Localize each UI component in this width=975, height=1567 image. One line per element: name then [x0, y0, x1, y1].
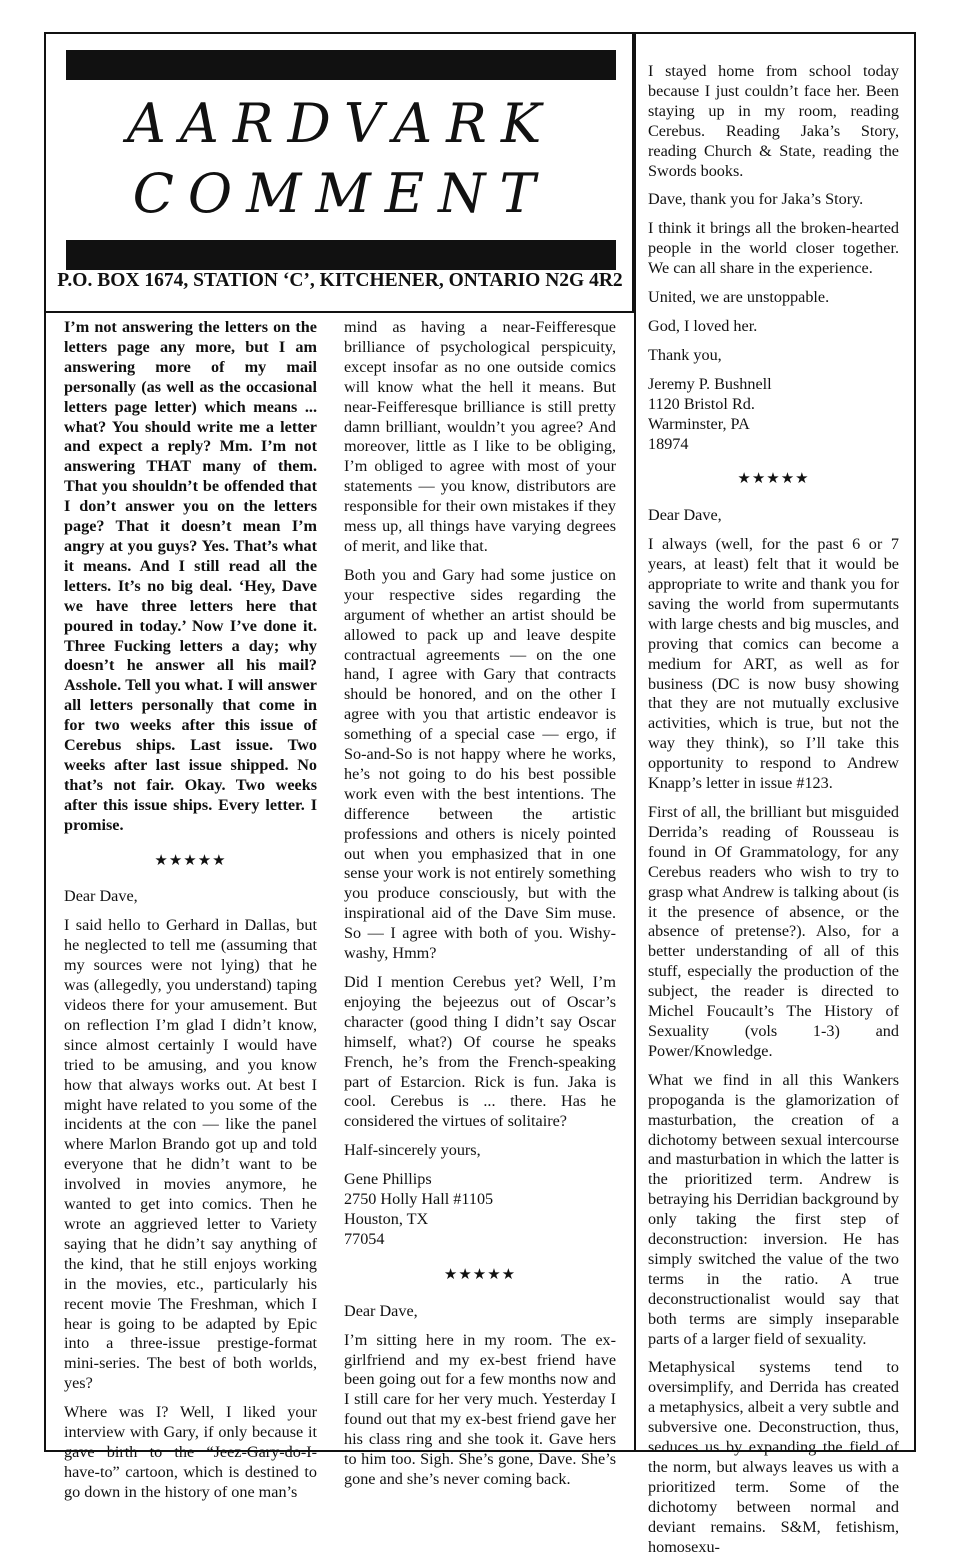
- signature-city: Houston, TX: [344, 1209, 429, 1228]
- mailing-address: P.O. BOX 1674, STATION ‘C’, KITCHENER, ONTARIO N2G 4R2: [57, 270, 623, 291]
- letter-paragraph: Dave, thank you for Jaka’s Story.: [648, 190, 864, 209]
- letter-paragraph: I said hello to Gerhard in Dallas, but he neglected to tell me (assuming that my sources were not lying) that he was (allegedly, you understand) taping videos there for your amusement. But on reflection I’m glad I didn’t know, since almost certainly I would have tried to be amusing, and you know how that always works out. At best I might have related to you some of the incidents at the con — like the panel where Marlon Brando got up and told everyone that he didn’t want to be involved in movies anymore, he wanted to get into comics. Then he wrote an aggrieved letter to Variety saying that he didn’t say anything of the kind, that he still enjoys working in the movies, etc., particularly his recent movie The Freshman, which I hear is going to be adapted by Epic into a three-issue prestige-format mini-series. The best of both worlds, yes?: [64, 916, 317, 1393]
- signature-zip: 77054: [344, 1229, 385, 1248]
- signature-address: 1120 Bristol Rd.: [648, 394, 755, 413]
- letter-paragraph: Where was I? Well, I liked your interview with Gary, if only because it gave birth to the “Jeez-Gary-do-I-have-to” cartoon, which is destined to go down in the history of one man’s: [64, 1403, 317, 1501]
- letter-closing: Half-sincerely yours,: [344, 1141, 481, 1160]
- signature-zip: 18974: [648, 434, 689, 453]
- masthead-title-aardvark: AARDVARK: [126, 92, 556, 155]
- letter-paragraph: I stayed home from school today because I just couldn’t face her. Been staying up in my room, reading Cerebus. Reading Jaka’s Story, reading Church & State, reading the Swords books.: [648, 62, 899, 180]
- signature-city: Warminster, PA: [648, 414, 750, 433]
- masthead-bar-top: [66, 50, 616, 80]
- letter-closing: Thank you,: [648, 345, 722, 364]
- column-divider: [634, 34, 636, 1450]
- masthead: [46, 34, 634, 313]
- letter-paragraph: Did I mention Cerebus yet? Well, I’m enjoying the bejeezus out of Oscar’s character (good thing I didn’t say Oscar himself, what?) Of course he speaks French, he’s from the French-speaking part of Estarcion. Rick is fun. Jaka is cool. Cerebus is ... there. Has he considered the virtues of solitaire?: [344, 973, 616, 1131]
- separator-stars: ★★★★★: [737, 471, 810, 488]
- letter-paragraph: God, I loved her.: [648, 316, 758, 335]
- letter-signature: [648, 375, 899, 455]
- letter-paragraph: Both you and Gary had some justice on your respective sides regarding the argument of whether an artist should be allowed to pack up and leave despite contractual agreements — on the one hand, I agree with Gary that contracts should be honored, and on the other I agree with you that artistic endeavor is something of a special case — ergo, if So-and-So is not happy where he works, he’s not going to do his best possible work even with the best intentions. The difference between the artistic professions and others is nicely pointed out when you emphasized that in one sense your work is not entirely something you produce consciously, but with the inspirational aid of the Dave Sim muse. So — I agree with both of you. Wishy-washy, Hmm?: [344, 565, 616, 963]
- letter-paragraph: I think it brings all the broken-hearted people in the world closer together. We can all share in the experience.: [648, 219, 899, 278]
- column-3: [648, 62, 899, 1567]
- column-2: [344, 318, 616, 1499]
- letter-paragraph: mind as having a near-Feifferesque brilliance of psychological perspicuity, except insofar as no one outside comics will know what the hell it means. But near-Feifferesque brilliance is still pretty damn brilliant, wouldn’t you agree? And moreover, little as I like to be obliging, I’m obliged to agree with most of your statements — you know, distributors are responsible for their own mistakes if they mess up, all things have varying degrees of merit, and like that.: [344, 318, 616, 555]
- letter-paragraph: I’m sitting here in my room. The ex-girlfriend and my ex-best friend have been going out for a few months now and I still care for her very much. Yesterday I found out that my ex-best friend gave her his class ring and she took it. Gave hers to him too. Sigh. She’s gone, Dave. She’s gone and she’s never coming back.: [344, 1330, 616, 1488]
- letter-greeting: Dear Dave,: [64, 887, 138, 906]
- letter-greeting: Dear Dave,: [648, 506, 722, 525]
- letter-signature: [344, 1170, 616, 1250]
- letter-paragraph: I always (well, for the past 6 or 7 years, at least) felt that it would be appropriate to write and thank you for saving the world from supermutants with large chests and big muscles, and proving that comics can become a medium for ART, as well as for business (DC is now busy showing that they are not mutually exclusive activities, which is true, but not the way they think), so I’ll take this opportunity to respond to Andrew Knapp’s letter in issue #123.: [648, 535, 899, 793]
- separator-stars: ★★★★★: [154, 852, 227, 869]
- signature-address: 2750 Holly Hall #1105: [344, 1190, 494, 1209]
- masthead-title-comment: COMMENT: [132, 162, 550, 225]
- letter-paragraph: What we find in all this Wankers propoganda is the glamorization of masturbation, the creation of a dichotomy between sexual intercourse and masturbation in which the latter is the prioritized term. Andrew is betraying his Derridian background by only taking the first step of deconstruction: inversion. He has simply switched the value of the two terms in the ratio. A true deconstructionalist would say that both terms are simply inseparable parts of a larger field of sexuality.: [648, 1070, 899, 1348]
- letter-paragraph: First of all, the brilliant but misguided Derrida’s reading of Rousseau is found in Of Grammatology, for any Cerebus readers who wish to try to grasp what Andrew is talking about (is it the presence of absence, or the absence of pretense?). Also, for a better understanding of all of this stuff, especially the production of the subject, the reader is directed to Michel Foucault’s The History of Sexuality (vols 1-3) and Power/Knowledge.: [648, 803, 899, 1060]
- masthead-bar-bottom: [66, 240, 616, 270]
- letter-paragraph: United, we are unstoppable.: [648, 288, 830, 307]
- editor-note: I’m not answering the letters on the letters page any more, but I am answering more of my mail personally (as well as the occasional letters page letter) which means ... what? You should write me a letter and expect a reply? Mm. I’m not answering THAT many of them. That you shouldn’t be offended that I don’t answer you on the letters page? That it doesn’t mean I’m angry at you guys? Yes. That’s what it means. And I still read all the letters. It’s no big deal. ‘Hey, Dave we have three letters here that poured in today.’ Now I’ve done it. Three Fucking letters a day; why doesn’t he answer all his mail? Asshole. Tell you what. I will answer all letters personally that come in for two weeks after this issue of Cerebus ships. Last issue. Two weeks after last issue shipped. No that’s not fair. Okay. Two weeks after this issue ships. Every letter. I promise.: [64, 318, 317, 834]
- letter-paragraph: Metaphysical systems tend to oversimplify, and Derrida has created a metaphysics, albeit a very subtle and subversive one. Deconstruction, thus, seduces us by expanding the field of the norm, but always leaves us with a prioritized term. Some of the dichotomy between normal and deviant remains. S&M, fetishism, homosexu-: [648, 1358, 899, 1556]
- separator-stars: ★★★★★: [443, 1266, 517, 1283]
- column-1: [64, 318, 317, 1512]
- letter-greeting: Dear Dave,: [344, 1301, 418, 1320]
- signature-name: Gene Phillips: [344, 1170, 432, 1189]
- signature-name: Jeremy P. Bushnell: [648, 374, 772, 393]
